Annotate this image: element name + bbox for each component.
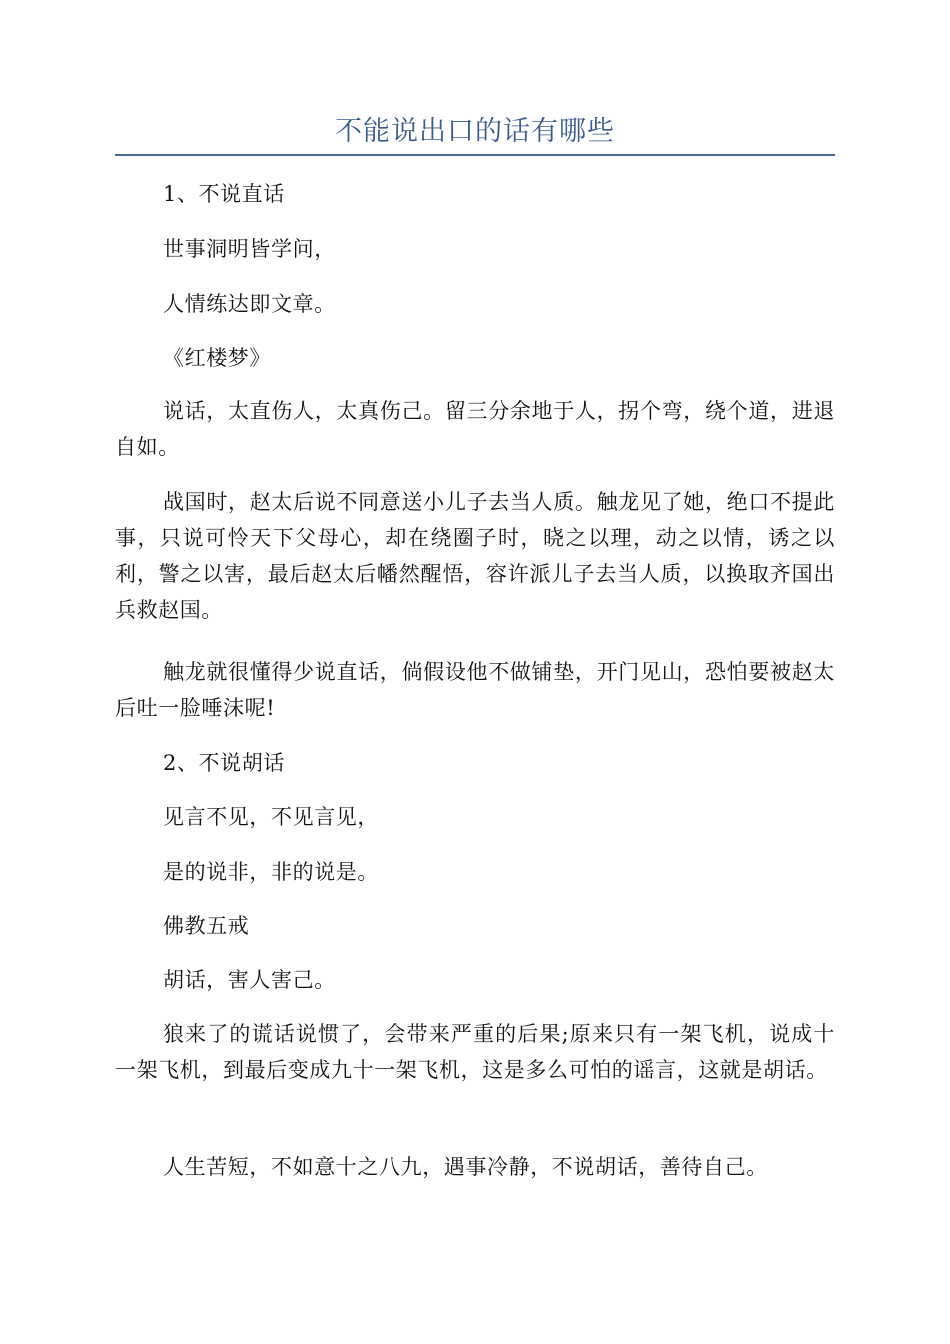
body-paragraph: 狼来了的谎话说惯了，会带来严重的后果;原来只有一架飞机，说成十一架飞机，到最后变成九十一架飞机，这是多么可怕的谣言，这就是胡话。	[115, 1022, 835, 1082]
quote-source: 佛教五戒	[163, 914, 250, 938]
body-paragraph: 战国时，赵太后说不同意送小儿子去当人质。触龙见了她，绝口不提此事，只说可怜天下父母心，却在绕圈子时，晓之以理，动之以情，诱之以利，警之以害，最后赵太后幡然醒悟，容许派儿子去当人质，以换取齐国出兵救赵国。	[115, 490, 835, 622]
verse-line: 人情练达即文章。	[163, 292, 336, 316]
verse-line: 见言不见，不见言见，	[163, 805, 379, 829]
section-heading-2: 2、不说胡话	[163, 751, 285, 775]
verse-line: 是的说非，非的说是。	[163, 860, 379, 884]
body-paragraph: 触龙就很懂得少说直话，倘假设他不做铺垫，开门见山，恐怕要被赵太后吐一脸唾沫呢!	[115, 660, 835, 720]
section-heading-1: 1、不说直话	[163, 182, 285, 206]
body-paragraph: 说话，太直伤人，太真伤己。留三分余地于人，拐个弯，绕个道，进退自如。	[115, 399, 835, 459]
body-paragraph: 胡话，害人害己。	[163, 968, 336, 992]
quote-source: 《红楼梦》	[163, 346, 271, 370]
body-paragraph: 人生苦短，不如意十之八九，遇事冷静，不说胡话，善待自己。	[163, 1155, 768, 1179]
document-title: 不能说出口的话有哪些	[335, 116, 615, 147]
title-underline	[115, 154, 835, 156]
verse-line: 世事洞明皆学问，	[163, 237, 336, 261]
